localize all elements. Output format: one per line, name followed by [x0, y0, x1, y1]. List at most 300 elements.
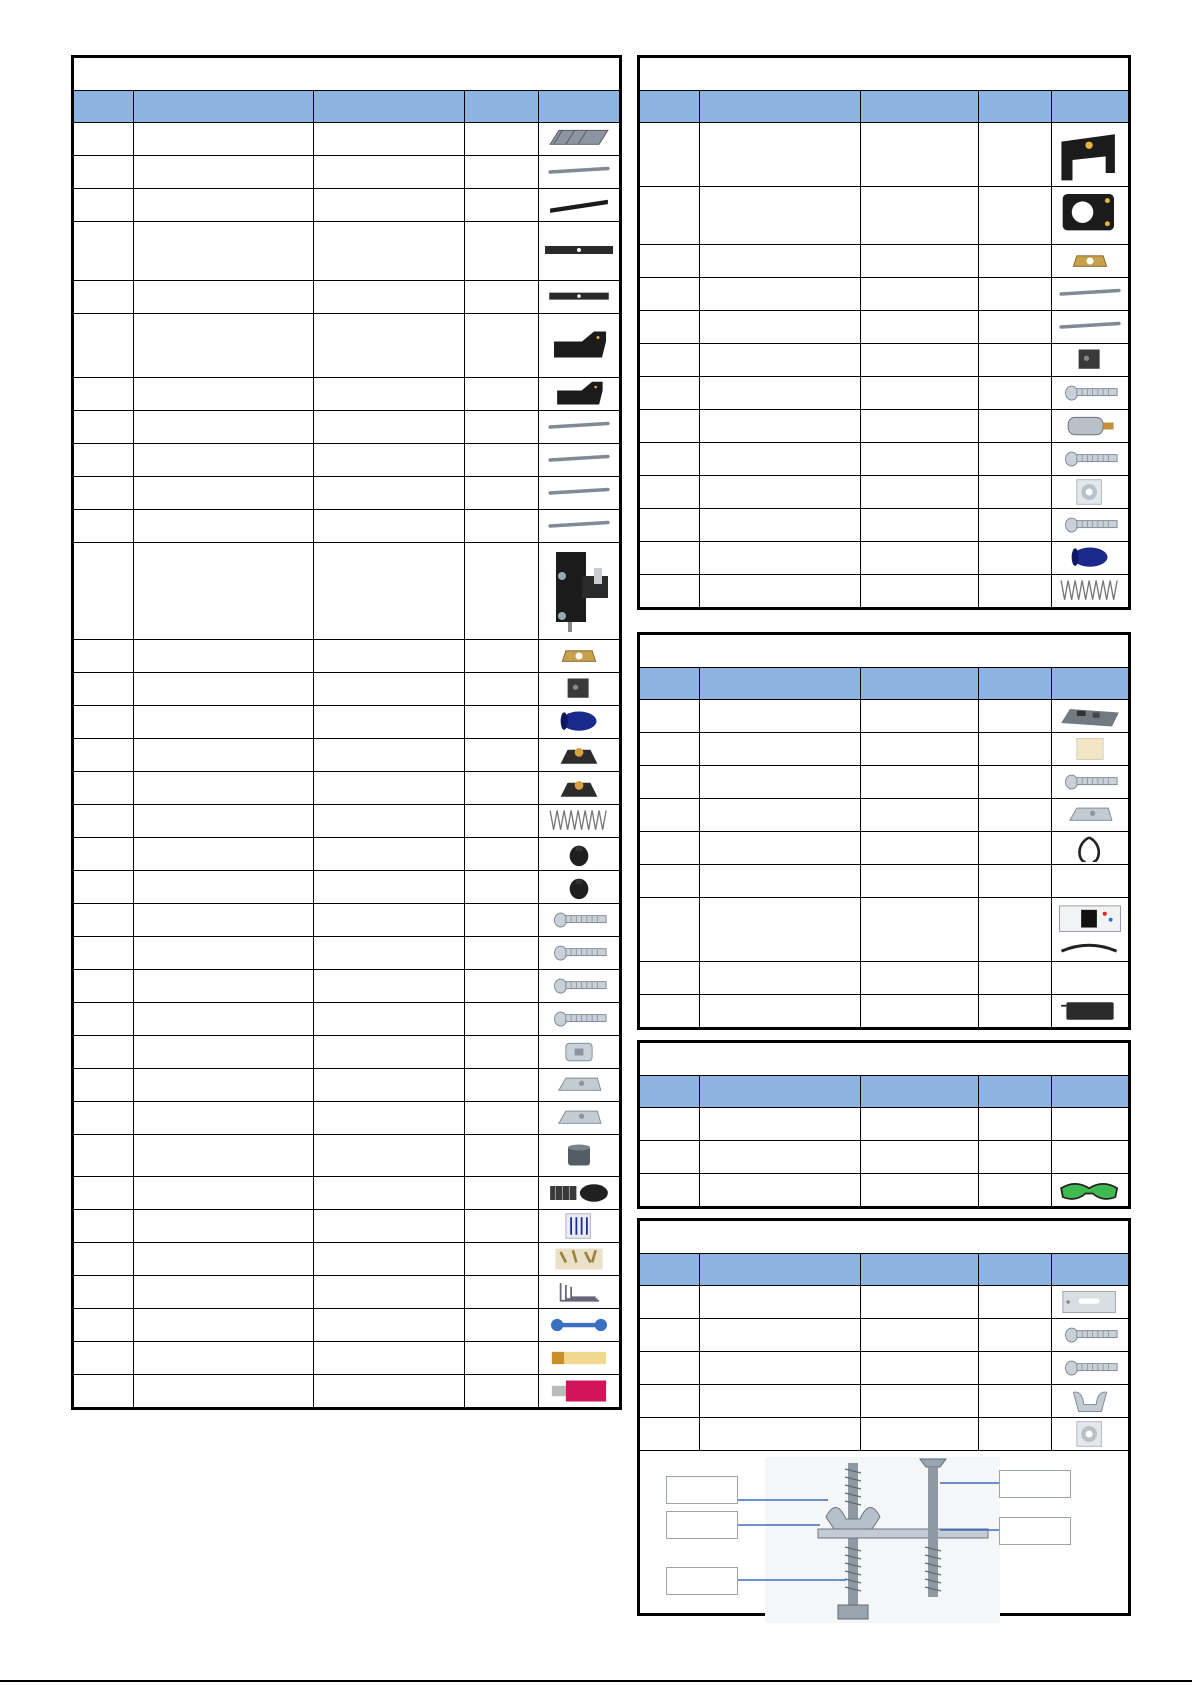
table-cell	[465, 1135, 538, 1177]
table-cell	[134, 1276, 314, 1309]
table-cell	[979, 1286, 1052, 1319]
table-cell	[700, 410, 861, 443]
table-cell	[861, 1352, 979, 1385]
t-nut-icon	[542, 1104, 616, 1132]
plate-bundle-icon	[542, 125, 616, 153]
part-image-cell	[538, 706, 620, 739]
part-image-cell	[1052, 1319, 1130, 1352]
table-row	[73, 838, 621, 871]
table-cell	[134, 189, 314, 222]
wrench-icon	[542, 1311, 616, 1339]
table-cell	[639, 542, 700, 575]
table-cell	[73, 444, 134, 477]
table-cell	[465, 805, 538, 838]
safety-glasses-icon	[1053, 1176, 1127, 1204]
table-cell	[134, 937, 314, 970]
table-cell	[700, 575, 861, 609]
usb-drive-icon	[542, 1377, 616, 1405]
table-cell	[313, 222, 465, 281]
table-cell	[639, 123, 700, 187]
part-image-cell	[538, 477, 620, 510]
part-image-cell	[1052, 995, 1130, 1029]
table-cell	[465, 838, 538, 871]
table-cell	[73, 1102, 134, 1135]
table-cell	[700, 1385, 861, 1418]
part-image-cell	[538, 1102, 620, 1135]
table-cell	[73, 378, 134, 411]
table-row	[639, 278, 1130, 311]
screw-icon	[542, 1005, 616, 1033]
table-cell	[465, 1276, 538, 1309]
part-image-cell	[538, 1276, 620, 1309]
table-row	[73, 1243, 621, 1276]
table-cell	[979, 575, 1052, 609]
table-row	[73, 314, 621, 378]
table-cell	[861, 962, 979, 995]
table-cell	[465, 123, 538, 156]
table-cell	[73, 314, 134, 378]
part-image-cell	[538, 1375, 620, 1409]
table-cell	[639, 1286, 700, 1319]
table-cell	[313, 477, 465, 510]
table-row	[639, 1108, 1130, 1141]
table-cell	[313, 1102, 465, 1135]
table-row	[639, 311, 1130, 344]
table-cell	[134, 1309, 314, 1342]
table-cell	[73, 1243, 134, 1276]
table-cell	[861, 123, 979, 187]
table-cell	[73, 937, 134, 970]
table-header	[73, 91, 621, 123]
table-row	[639, 476, 1130, 509]
table-cell	[134, 411, 314, 444]
table-cell	[73, 1342, 134, 1375]
table-cell	[639, 1174, 700, 1208]
part-image-cell	[538, 189, 620, 222]
table-cell	[639, 476, 700, 509]
table-cell	[313, 1243, 465, 1276]
table-cell	[465, 1069, 538, 1102]
table-cell	[465, 1177, 538, 1210]
table-cell	[979, 1352, 1052, 1385]
socket-cap-icon	[542, 1038, 616, 1066]
block-icon	[1053, 346, 1127, 374]
table-cell	[465, 1210, 538, 1243]
table-cell	[313, 1210, 465, 1243]
side-plate-icon	[542, 316, 616, 375]
table-cell	[73, 904, 134, 937]
table-cell	[861, 344, 979, 377]
table-row	[639, 123, 1130, 187]
table-row	[73, 805, 621, 838]
power-adapter-icon	[1053, 997, 1127, 1025]
table-row	[73, 640, 621, 673]
table-cell	[979, 898, 1052, 962]
table-row	[73, 510, 621, 543]
controller-icon	[1053, 900, 1127, 959]
control-board-icon	[1053, 702, 1127, 730]
table-row	[639, 410, 1130, 443]
bearing-icon	[542, 774, 616, 802]
table-cell	[861, 1319, 979, 1352]
table-row	[639, 700, 1130, 733]
table-cell	[465, 156, 538, 189]
motor-clamp-icon	[1053, 189, 1127, 242]
table-cell	[73, 1309, 134, 1342]
table-cell	[465, 1036, 538, 1069]
motor-icon	[1053, 412, 1127, 440]
part-image-cell	[538, 1003, 620, 1036]
part-image-cell	[538, 1342, 620, 1375]
table-row	[639, 1385, 1130, 1418]
left-parts-table	[71, 55, 622, 1410]
part-image-cell	[538, 1243, 620, 1276]
part-image-cell	[538, 156, 620, 189]
part-image-cell	[538, 937, 620, 970]
table-cell	[465, 411, 538, 444]
table-row	[639, 542, 1130, 575]
table-cell	[861, 509, 979, 542]
spindle-mount-icon	[1053, 125, 1127, 184]
table-title	[639, 57, 1130, 91]
spindle-assembly-icon	[542, 545, 616, 637]
table-cell	[465, 281, 538, 314]
side-plate-icon	[542, 380, 616, 408]
part-image-cell	[538, 772, 620, 805]
part-image-cell	[1052, 476, 1130, 509]
part-image-cell	[538, 444, 620, 477]
table-cell	[134, 543, 314, 640]
table-cell	[700, 311, 861, 344]
part-image-cell	[538, 1069, 620, 1102]
table-cell	[861, 410, 979, 443]
collet-icon	[542, 1179, 616, 1207]
rod-icon	[542, 413, 616, 441]
table-row	[73, 772, 621, 805]
table-cell	[979, 187, 1052, 245]
table-cell	[313, 543, 465, 640]
part-image-cell	[1052, 799, 1130, 832]
part-image-cell	[538, 1036, 620, 1069]
table-cell	[861, 1141, 979, 1174]
table-row	[73, 1003, 621, 1036]
table-cell	[134, 123, 314, 156]
table-cell	[73, 805, 134, 838]
table-cell	[465, 772, 538, 805]
knob-icon	[542, 873, 616, 901]
table-cell	[134, 477, 314, 510]
table-cell	[465, 477, 538, 510]
table-cell	[134, 1177, 314, 1210]
table-cell	[979, 344, 1052, 377]
table-cell	[313, 281, 465, 314]
part-image-cell	[1052, 509, 1130, 542]
part-image-cell	[538, 222, 620, 281]
screw-icon	[542, 906, 616, 934]
table-cell	[73, 1069, 134, 1102]
table-row	[639, 832, 1130, 865]
table-cell	[73, 640, 134, 673]
table-row	[639, 1418, 1130, 1451]
table-cell	[134, 510, 314, 543]
coupler-icon	[542, 708, 616, 736]
brush-icon	[542, 1344, 616, 1372]
table-row	[73, 281, 621, 314]
part-image-cell	[1052, 962, 1130, 995]
table-row	[639, 1174, 1130, 1208]
table-cell	[73, 281, 134, 314]
knob-icon	[542, 840, 616, 868]
table-cell	[134, 838, 314, 871]
table-cell	[73, 1036, 134, 1069]
table-cell	[313, 739, 465, 772]
hex-key-icon	[542, 1278, 616, 1306]
table-row	[73, 543, 621, 640]
insulator-icon	[1053, 735, 1127, 763]
table-cell	[73, 510, 134, 543]
table-cell	[639, 1352, 700, 1385]
rod-icon	[542, 446, 616, 474]
right-top-parts-table	[637, 55, 1131, 610]
table-cell	[700, 1352, 861, 1385]
table-cell	[979, 509, 1052, 542]
table-row	[639, 1352, 1130, 1385]
table-cell	[73, 1003, 134, 1036]
table-cell	[313, 1003, 465, 1036]
table-cell	[465, 543, 538, 640]
part-image-cell	[538, 123, 620, 156]
table-cell	[134, 1375, 314, 1409]
table-cell	[979, 1108, 1052, 1141]
part-image-cell	[538, 1309, 620, 1342]
table-row	[73, 706, 621, 739]
table-cell	[639, 865, 700, 898]
part-image-cell	[1052, 311, 1130, 344]
table-header	[639, 91, 1130, 123]
part-image-cell	[1052, 443, 1130, 476]
rod-icon	[542, 479, 616, 507]
table-row	[73, 1210, 621, 1243]
table-cell	[700, 1108, 861, 1141]
table-cell	[979, 1319, 1052, 1352]
table-cell	[73, 123, 134, 156]
screw-icon	[542, 939, 616, 967]
table-cell	[313, 640, 465, 673]
standoff-icon	[542, 1137, 616, 1174]
screw-icon	[542, 972, 616, 1000]
table-cell	[465, 444, 538, 477]
clamp-icon	[542, 1245, 616, 1273]
table-cell	[639, 1141, 700, 1174]
table-cell	[639, 311, 700, 344]
part-image-cell	[538, 805, 620, 838]
table-title	[639, 1220, 1130, 1254]
table-cell	[134, 1003, 314, 1036]
table-row	[73, 1135, 621, 1177]
table-row	[73, 871, 621, 904]
table-cell	[639, 344, 700, 377]
table-cell	[639, 962, 700, 995]
part-image-cell	[1052, 766, 1130, 799]
page-bottom-rule	[0, 1680, 1192, 1682]
part-image-cell	[538, 1135, 620, 1177]
table-cell	[313, 411, 465, 444]
table-cell	[979, 700, 1052, 733]
rod-icon	[542, 512, 616, 540]
table-cell	[73, 838, 134, 871]
table-row	[73, 477, 621, 510]
callout-box	[999, 1517, 1071, 1545]
table-cell	[700, 344, 861, 377]
table-cell	[73, 411, 134, 444]
callout-box	[666, 1476, 738, 1504]
table-cell	[73, 1375, 134, 1409]
table-cell	[861, 1108, 979, 1141]
table-cell	[639, 245, 700, 278]
table-cell	[134, 706, 314, 739]
table-cell	[861, 311, 979, 344]
table-row	[73, 1102, 621, 1135]
table-cell	[979, 245, 1052, 278]
part-image-cell	[538, 838, 620, 871]
table-cell	[313, 444, 465, 477]
part-image-cell	[538, 281, 620, 314]
table-cell	[979, 799, 1052, 832]
part-image-cell	[1052, 733, 1130, 766]
table-cell	[861, 443, 979, 476]
table-cell	[861, 799, 979, 832]
table-cell	[465, 1375, 538, 1409]
table-cell	[313, 673, 465, 706]
washer-icon	[1053, 1420, 1127, 1448]
table-cell	[861, 245, 979, 278]
bits-icon	[542, 1212, 616, 1240]
table-cell	[979, 542, 1052, 575]
table-cell	[979, 1141, 1052, 1174]
table-cell	[700, 832, 861, 865]
table-cell	[465, 904, 538, 937]
table-cell	[861, 766, 979, 799]
table-cell	[313, 1177, 465, 1210]
part-image-cell	[1052, 1352, 1130, 1385]
table-cell	[979, 733, 1052, 766]
table-cell	[639, 509, 700, 542]
table-cell	[313, 314, 465, 378]
block-icon	[542, 675, 616, 703]
screw-icon	[1053, 1354, 1127, 1382]
table-row	[73, 937, 621, 970]
table-row	[639, 733, 1130, 766]
table-cell	[465, 222, 538, 281]
table-cell	[979, 995, 1052, 1029]
table-cell	[700, 1286, 861, 1319]
table-cell	[979, 311, 1052, 344]
table-cell	[73, 1276, 134, 1309]
table-cell	[979, 865, 1052, 898]
wing-nut-icon	[1053, 1387, 1127, 1415]
t-nut-icon	[542, 1071, 616, 1099]
beam-icon	[542, 283, 616, 311]
table-cell	[700, 1174, 861, 1208]
table-row	[639, 1141, 1130, 1174]
table-cell	[465, 189, 538, 222]
table-cell	[134, 1135, 314, 1177]
table-cell	[861, 1174, 979, 1208]
table-cell	[73, 739, 134, 772]
table-cell	[979, 123, 1052, 187]
table-cell	[73, 970, 134, 1003]
table-row	[639, 766, 1130, 799]
table-cell	[861, 575, 979, 609]
nut-icon	[1053, 247, 1127, 275]
part-image-cell	[538, 378, 620, 411]
part-image-cell	[538, 904, 620, 937]
table-row	[73, 1276, 621, 1309]
part-image-cell	[538, 970, 620, 1003]
table-cell	[73, 156, 134, 189]
part-image-cell	[1052, 410, 1130, 443]
table-cell	[134, 222, 314, 281]
table-cell	[73, 189, 134, 222]
table-cell	[700, 898, 861, 962]
table-cell	[639, 832, 700, 865]
table-cell	[700, 542, 861, 575]
table-row	[639, 962, 1130, 995]
table-cell	[979, 476, 1052, 509]
screw-icon	[1053, 1321, 1127, 1349]
table-row	[639, 1319, 1130, 1352]
part-image-cell	[1052, 1418, 1130, 1451]
table-cell	[639, 187, 700, 245]
screw-icon	[1053, 379, 1127, 407]
table-title	[639, 634, 1130, 668]
table-cell	[465, 640, 538, 673]
table-row	[73, 1036, 621, 1069]
table-row	[639, 1286, 1130, 1319]
table-cell	[700, 766, 861, 799]
table-row	[73, 1069, 621, 1102]
part-image-cell	[1052, 278, 1130, 311]
table-cell	[313, 1276, 465, 1309]
table-cell	[465, 1243, 538, 1276]
table-row	[73, 189, 621, 222]
part-image-cell	[538, 739, 620, 772]
part-image-cell	[538, 673, 620, 706]
table-cell	[861, 542, 979, 575]
table-cell	[861, 898, 979, 962]
part-image-cell	[1052, 245, 1130, 278]
table-cell	[134, 1210, 314, 1243]
table-cell	[73, 1135, 134, 1177]
washer-icon	[1053, 478, 1127, 506]
table-cell	[979, 278, 1052, 311]
table-cell	[979, 1385, 1052, 1418]
table-cell	[134, 739, 314, 772]
table-cell	[861, 1385, 979, 1418]
table-cell	[313, 123, 465, 156]
table-row	[639, 799, 1130, 832]
table-cell	[700, 509, 861, 542]
rod-icon	[542, 158, 616, 186]
table-row	[73, 673, 621, 706]
table-cell	[73, 543, 134, 640]
table-cell	[465, 871, 538, 904]
table-cell	[313, 904, 465, 937]
table-row	[73, 739, 621, 772]
bearing-icon	[542, 741, 616, 769]
table-cell	[700, 700, 861, 733]
table-row	[639, 509, 1130, 542]
